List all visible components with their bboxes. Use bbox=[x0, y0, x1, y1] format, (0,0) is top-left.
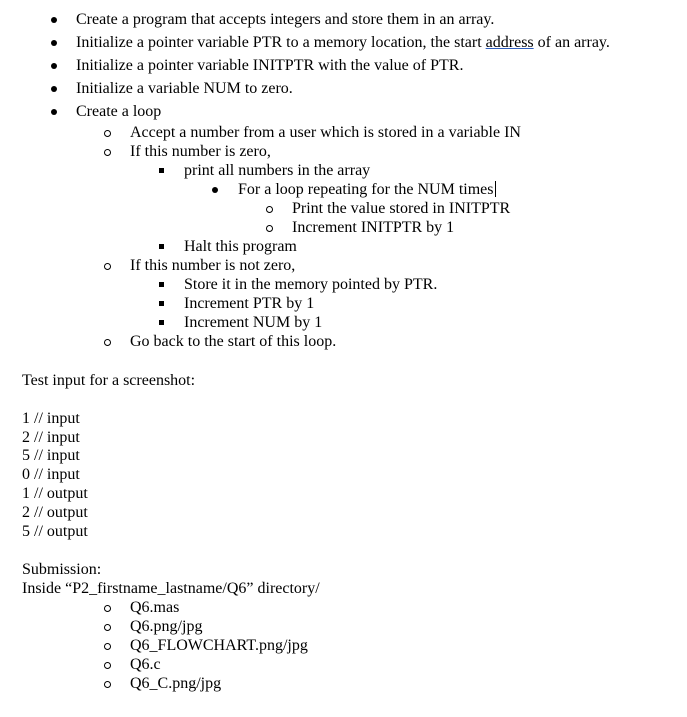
test-line: 1 // output bbox=[22, 485, 88, 502]
bullet-disc-icon bbox=[51, 40, 57, 46]
bullet-disc-icon bbox=[51, 86, 57, 92]
loop-go-back: Go back to the start of this loop. bbox=[130, 333, 337, 350]
loop-for-text: For a loop repeating for the NUM times bbox=[238, 181, 494, 198]
step-4: Initialize a variable NUM to zero. bbox=[76, 80, 293, 97]
submission-directory: Inside “P2_firstname_lastname/Q6” directory/ bbox=[22, 580, 320, 597]
submission-file: Q6_FLOWCHART.png/jpg bbox=[130, 637, 308, 654]
bullet-circle-icon bbox=[266, 206, 273, 213]
bullet-square-icon bbox=[159, 320, 164, 325]
loop-print-value: Print the value stored in INITPTR bbox=[292, 200, 511, 217]
step-2-text-post: of an array. bbox=[533, 34, 610, 51]
test-line: 0 // input bbox=[22, 466, 80, 483]
submission-file: Q6.c bbox=[130, 656, 161, 673]
submission-heading: Submission: bbox=[22, 561, 102, 578]
loop-store: Store it in the memory pointed by PTR. bbox=[184, 276, 438, 293]
bullet-circle-icon bbox=[104, 681, 111, 688]
bullet-circle-icon bbox=[104, 662, 111, 669]
step-2 bbox=[76, 33, 610, 52]
bullet-circle-icon bbox=[104, 339, 111, 346]
loop-print-all: print all numbers in the array bbox=[184, 162, 371, 179]
bullet-disc-icon bbox=[212, 187, 218, 193]
submission-file: Q6.png/jpg bbox=[130, 618, 203, 635]
bullet-circle-icon bbox=[104, 130, 111, 137]
bullet-disc-icon bbox=[51, 17, 57, 23]
loop-increment-ptr: Increment PTR by 1 bbox=[184, 295, 315, 312]
bullet-circle-icon bbox=[104, 643, 111, 650]
bullet-circle-icon bbox=[104, 624, 111, 631]
step-1: Create a program that accepts integers and store them in an array. bbox=[76, 11, 495, 28]
bullet-square-icon bbox=[159, 301, 164, 306]
test-heading: Test input for a screenshot: bbox=[22, 372, 196, 389]
loop-for bbox=[238, 180, 496, 199]
bullet-square-icon bbox=[159, 168, 164, 173]
bullet-circle-icon bbox=[266, 225, 273, 232]
loop-accept: Accept a number from a user which is stored in a variable IN bbox=[130, 124, 521, 141]
submission-file: Q6_C.png/jpg bbox=[130, 675, 222, 692]
bullet-square-icon bbox=[159, 282, 164, 287]
loop-if-not-zero: If this number is not zero, bbox=[130, 257, 296, 274]
bullet-circle-icon bbox=[104, 605, 111, 612]
test-line: 1 // input bbox=[22, 410, 80, 427]
test-line: 5 // input bbox=[22, 447, 80, 464]
loop-increment-num: Increment NUM by 1 bbox=[184, 314, 323, 331]
step-2-address-link[interactable]: address bbox=[485, 34, 534, 51]
test-line: 2 // output bbox=[22, 504, 88, 521]
bullet-disc-icon bbox=[51, 63, 57, 69]
test-line: 5 // output bbox=[22, 523, 88, 540]
step-2-text-pre: Initialize a pointer variable PTR to a memory location, the start bbox=[76, 34, 486, 51]
bullet-square-icon bbox=[159, 244, 164, 249]
bullet-circle-icon bbox=[104, 263, 111, 270]
step-5: Create a loop bbox=[76, 103, 162, 120]
step-3: Initialize a pointer variable INITPTR with the value of PTR. bbox=[76, 57, 464, 74]
test-line: 2 // input bbox=[22, 429, 80, 446]
loop-increment-initptr: Increment INITPTR by 1 bbox=[292, 219, 455, 236]
bullet-circle-icon bbox=[104, 149, 111, 156]
loop-halt: Halt this program bbox=[184, 238, 297, 255]
loop-if-zero: If this number is zero, bbox=[130, 143, 271, 160]
submission-file: Q6.mas bbox=[130, 599, 180, 616]
bullet-disc-icon bbox=[51, 109, 57, 115]
text-cursor bbox=[495, 181, 496, 197]
